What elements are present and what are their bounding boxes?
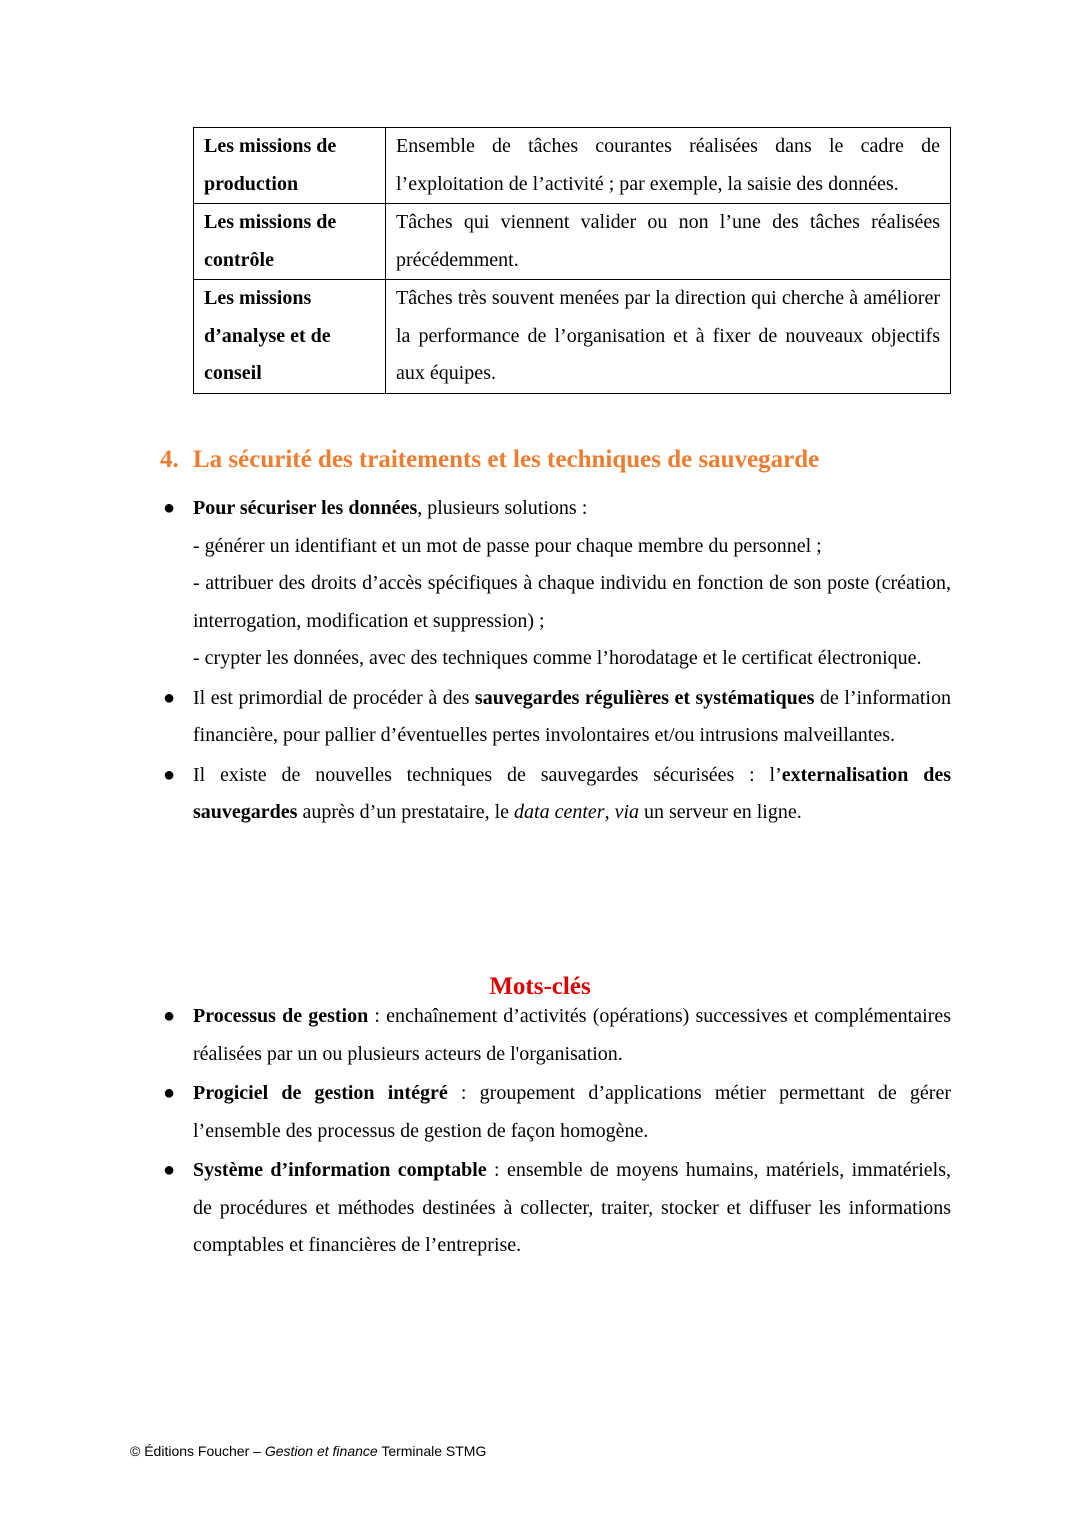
mission-definition: Ensemble de tâches courantes réalisées dans le cadre de l’exploitation de l’activité ; par exemple, la saisie des données. xyxy=(386,128,951,204)
bold-text: externalisation des sauvegardes xyxy=(193,763,952,823)
bullet-icon: ● xyxy=(163,1005,176,1027)
footer-suffix: Terminale STMG xyxy=(377,1443,487,1459)
page-footer xyxy=(130,1443,486,1459)
keywords-list xyxy=(163,998,952,1267)
list-item xyxy=(163,757,952,832)
bullet-icon: ● xyxy=(163,686,176,709)
bold-text: sauvegardes régulières et systématiques xyxy=(474,686,815,709)
mission-definition: Tâches très souvent menées par la direction qui cherche à améliorer la performance de l’organisation et à fixer de nouveaux objectifs aux équipes. xyxy=(386,280,951,394)
section-heading xyxy=(160,446,819,474)
table-row xyxy=(194,204,951,280)
bullet-icon: ● xyxy=(163,1082,176,1104)
text: auprès d’un prestataire, le xyxy=(297,801,515,823)
table-row xyxy=(194,128,951,204)
bullet-icon: ● xyxy=(163,763,176,786)
mission-definition: Tâches qui viennent valider ou non l’une des tâches réalisées précédemment. xyxy=(386,204,951,280)
sub-item: - générer un identifiant et un mot de passe pour chaque membre du personnel ; xyxy=(193,534,822,557)
keyword-definition: : groupement d’applications métier permettant de gérer l’ensemble des processus de gestion de façon homogène. xyxy=(193,1082,952,1142)
sub-item: - attribuer des droits d’accès spécifiques à chaque individu en fonction de son poste (création, interrogation, modification et suppression) ; xyxy=(193,572,951,632)
text: un serveur en ligne. xyxy=(639,801,802,823)
text: , plusieurs solutions : xyxy=(417,497,588,519)
text: de l’information financière, pour pallier d’éventuelles pertes involontaires et/ou intrusions malveillantes. xyxy=(193,686,951,746)
keyword-definition: : ensemble de moyens humains, matériels, immatériels, de procédures et méthodes destinées à collecter, traiter, stocker et diffuser les informations comptables et financières de l’entreprise. xyxy=(193,1159,952,1256)
footer-prefix: © Éditions Foucher – xyxy=(130,1443,265,1459)
list-item xyxy=(163,998,951,1073)
keyword-term: Progiciel de gestion intégré xyxy=(193,1082,448,1104)
keywords-title: Mots-clés xyxy=(489,973,591,1000)
mission-term: Les missions d’analyse et de conseil xyxy=(194,280,386,394)
section-number: 4. xyxy=(160,446,179,473)
keyword-term: Processus de gestion xyxy=(193,1005,369,1027)
italic-text: data center xyxy=(514,801,605,823)
sub-item: - crypter les données, avec des techniques comme l’horodatage et le certificat électronique. xyxy=(193,647,922,669)
mission-term: Les missions de production xyxy=(194,128,386,204)
keyword-definition: : enchaînement d’activités (opérations) successives et complémentaires réalisées par un ou plusieurs acteurs de l'organisation. xyxy=(193,1005,951,1065)
italic-text: via xyxy=(614,801,639,823)
list-item xyxy=(163,1075,952,1150)
section-title: La sécurité des traitements et les techniques de sauvegarde xyxy=(193,446,820,473)
bullet-icon: ● xyxy=(163,497,176,519)
text: Il existe de nouvelles techniques de sauvegardes sécurisées : l’ xyxy=(193,763,782,786)
text: Il est primordial de procéder à des xyxy=(193,686,475,709)
table-row xyxy=(194,280,951,394)
bold-text: Pour sécuriser les données xyxy=(193,497,418,519)
list-item xyxy=(163,680,951,755)
missions-table xyxy=(193,127,951,394)
mission-term: Les missions de contrôle xyxy=(194,204,386,280)
bullet-icon: ● xyxy=(163,1159,176,1181)
security-bullet-list xyxy=(163,490,952,834)
text: , xyxy=(604,801,615,823)
footer-book-title: Gestion et finance xyxy=(264,1443,378,1459)
list-item xyxy=(163,1152,952,1265)
list-item xyxy=(163,490,951,678)
keyword-term: Système d’information comptable xyxy=(193,1159,487,1181)
